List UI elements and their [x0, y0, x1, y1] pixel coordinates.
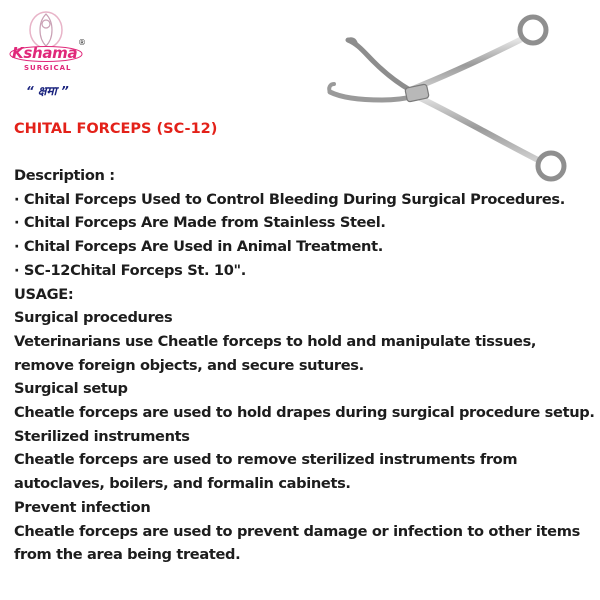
brand-logo — [8, 8, 86, 103]
product-image — [320, 8, 590, 183]
usage-heading: USAGE: — [14, 285, 74, 303]
brand-name: Kshama — [12, 44, 78, 62]
registered-mark: ® — [78, 38, 86, 47]
forceps-icon — [320, 8, 590, 183]
description-bullet: · Chital Forceps Used to Control Bleeding During Surgical Procedures. — [14, 190, 565, 208]
product-title: CHITAL FORCEPS (SC-12) — [14, 121, 218, 137]
usage-section-heading: Surgical setup — [14, 380, 128, 398]
brand-script-name: “ क्षमा ” — [26, 84, 69, 98]
product-content — [14, 164, 598, 567]
description-bullet: · Chital Forceps Are Made from Stainless Steel. — [14, 214, 386, 232]
usage-section-heading: Surgical procedures — [14, 309, 173, 327]
usage-section-text: Cheatle forceps are used to remove sterilized instruments from autoclaves, boilers, and formalin cabinets. — [14, 451, 518, 493]
description-bullet: · SC-12Chital Forceps St. 10". — [14, 261, 246, 279]
brand-subtitle: SURGICAL — [24, 64, 72, 72]
usage-section-heading: Prevent infection — [14, 498, 151, 516]
description-heading: Description : — [14, 167, 115, 184]
usage-section-text: Cheatle forceps are used to prevent damage or infection to other items from the area being treated. — [14, 522, 580, 564]
usage-section-text: Veterinarians use Cheatle forceps to hold and manipulate tissues, remove foreign objects, and secure sutures. — [14, 332, 537, 374]
usage-section-heading: Sterilized instruments — [14, 427, 190, 445]
description-bullet: · Chital Forceps Are Used in Animal Treatment. — [14, 238, 383, 256]
usage-section-text: Cheatle forceps are used to hold drapes during surgical procedure setup. — [14, 404, 595, 422]
